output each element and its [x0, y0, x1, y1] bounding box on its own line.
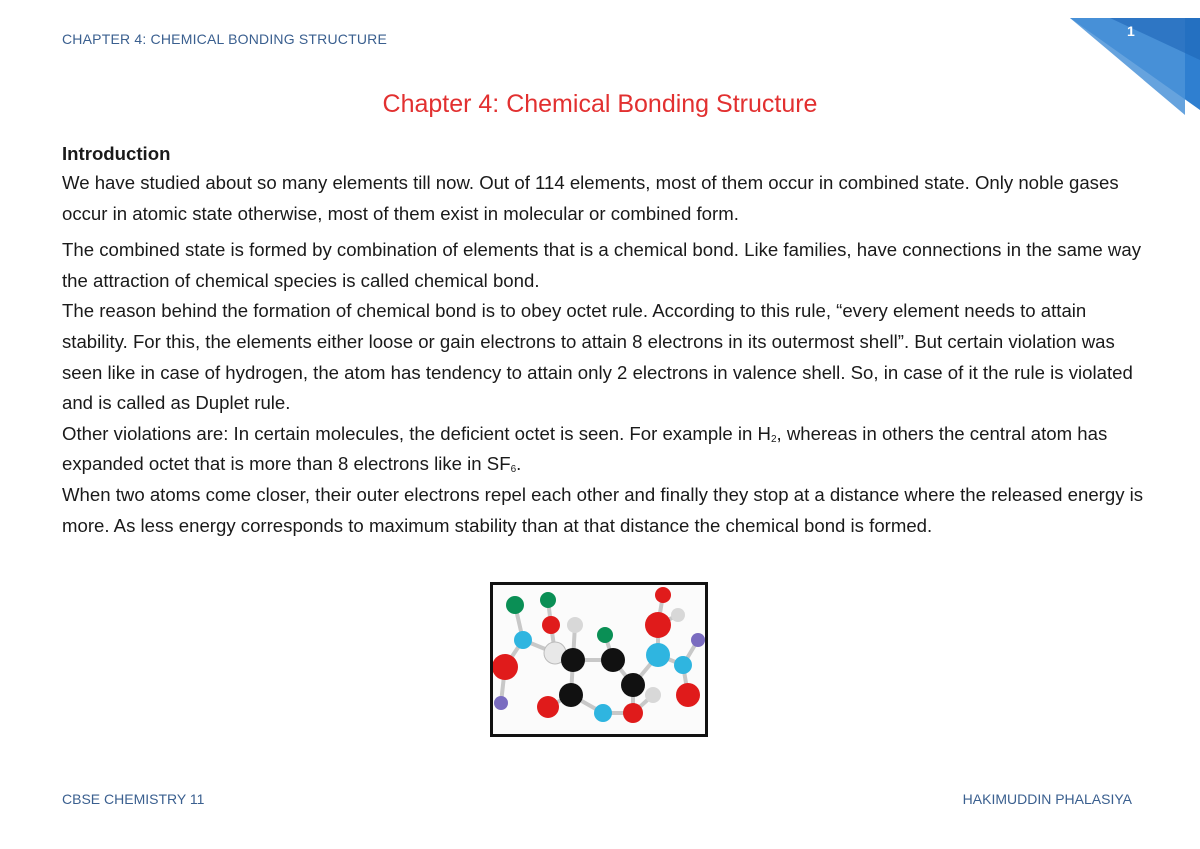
page-title: Chapter 4: Chemical Bonding Structure — [382, 90, 818, 118]
paragraph-octet-rule: The reason behind the formation of chemical bond is to obey octet rule. According to this rule, “every element needs to attain stability. For this, the elements either loose or gain electrons to attain 8 electrons in its outermost shell”. But certain violation was seen like in case of hydrogen, the atom has tendency to attain only 2 electrons in valence shell. So, in case of it the rule is violated and is called as Duplet rule. — [62, 300, 1133, 414]
molecule-illustration — [493, 585, 705, 734]
footer-author: HAKIMUDDIN PHALASIYA — [962, 791, 1132, 807]
paragraph-bond-formation: When two atoms come closer, their outer electrons repel each other and finally they stop at a distance where the released energy is more. As less energy corresponds to maximum stability than at that distance the chemical bond is formed. — [62, 483, 1144, 536]
molecule-model-image — [490, 582, 708, 737]
running-header: CHAPTER 4: CHEMICAL BONDING STRUCTURE — [62, 31, 388, 47]
section-heading: Introduction — [62, 143, 171, 164]
body-content — [62, 140, 1152, 541]
paragraph-intro: We have studied about so many elements till now. Out of 114 elements, most of them occur in combined state. Only noble gases occur in atomic state otherwise, most of them exist in molecular or combined form. — [62, 172, 1119, 224]
paragraph-combined-state: The combined state is formed by combination of elements that is a chemical bond. Like families, have connections in the same way the attraction of chemical species is called chemical bond. — [62, 239, 1141, 291]
paragraph-violations: Other violations are: In certain molecules, the deficient octet is seen. For example in $H_2$, whereas in others the central atom has expanded octet that is more than 8 electrons like in $SF_6$. — [62, 422, 1108, 476]
footer-course: CBSE CHEMISTRY 11 — [62, 791, 205, 807]
page-number: 1 — [1127, 23, 1135, 39]
